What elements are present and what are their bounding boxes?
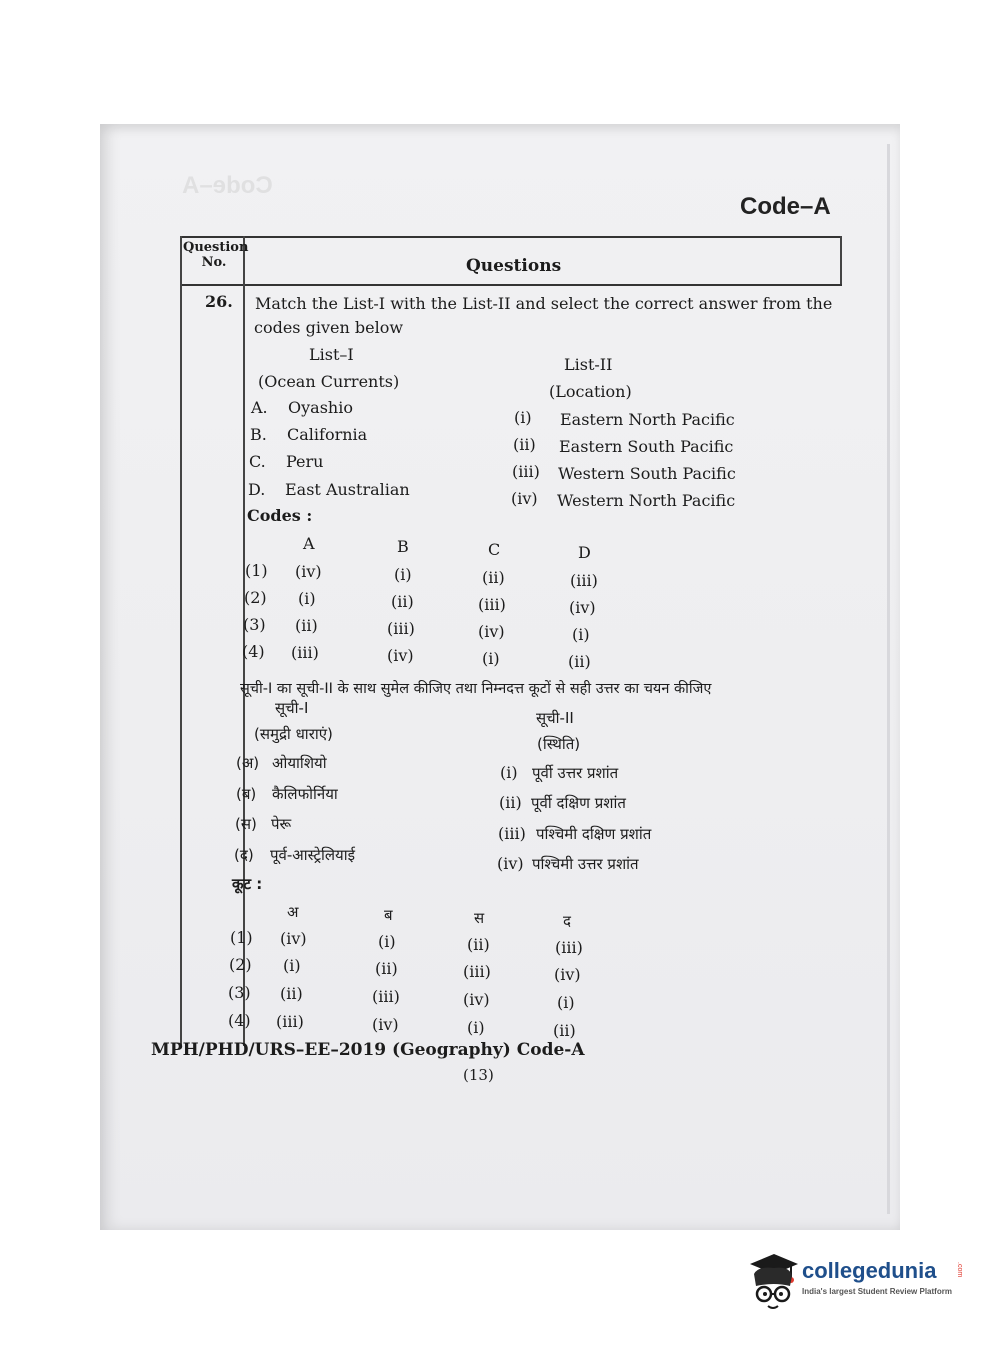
code-header: B — [397, 537, 409, 556]
list2-title: List-II — [564, 355, 613, 374]
list1-item-key: (द) — [234, 846, 254, 864]
page-number: (13) — [463, 1066, 494, 1084]
code-header: अ — [287, 903, 299, 921]
code-header: स — [474, 909, 485, 927]
code-value: (iv) — [554, 965, 581, 984]
code-value: (iii) — [387, 619, 415, 638]
page-edge — [887, 144, 890, 1214]
list2-item: Eastern South Pacific — [559, 437, 734, 456]
list1-item-key: (ब) — [236, 785, 257, 803]
code-header: द — [563, 912, 571, 930]
code-value: (ii) — [568, 652, 591, 671]
paper-footer: MPH/PHD/URS–EE–2019 (Geography) Code-A — [151, 1040, 585, 1060]
table-rule — [180, 236, 842, 238]
list1-item-key: A. — [251, 398, 268, 417]
code-value: (iii) — [463, 962, 491, 981]
code-value: (iv) — [478, 622, 505, 641]
list2-item-key: (ii) — [499, 793, 522, 812]
codes-label: Codes : — [247, 506, 313, 525]
qno-label: No. — [201, 255, 227, 270]
code-value: (i) — [467, 1018, 485, 1037]
code-header: A — [303, 534, 315, 553]
code-value: (ii) — [553, 1021, 576, 1040]
code-option: (2) — [244, 588, 267, 607]
logo-wordmark: collegedunia — [802, 1258, 937, 1283]
code-option: (4) — [228, 1011, 251, 1030]
code-header: ब — [384, 906, 393, 924]
list1-item: Peru — [286, 452, 324, 471]
code-value: (i) — [378, 932, 396, 951]
list1-title: List–I — [309, 345, 354, 364]
list1-item: पेरू — [271, 815, 292, 833]
logo-dotcom: .com — [956, 1262, 963, 1278]
student-mascot-icon — [744, 1252, 800, 1316]
list1-title: सूची-I — [275, 699, 309, 717]
list1-item: कैलिफोर्निया — [272, 785, 338, 803]
code-option: (3) — [243, 615, 266, 634]
questions-header: Questions — [466, 256, 562, 276]
code-value: (i) — [283, 956, 301, 975]
list2-item-key: (i) — [500, 763, 518, 782]
list2-item-key: (iii) — [512, 462, 540, 481]
code-value: (iv) — [387, 646, 414, 665]
paper-code: Code–A — [740, 193, 831, 220]
code-value: (iii) — [372, 987, 400, 1006]
list1-item-key: (स) — [235, 815, 257, 833]
question-text-hindi: सूची-I का सूची-II के साथ सुमेल कीजिए तथा निम्नदत्त कूटों से सही उत्तर का चयन कीजिए — [240, 681, 712, 697]
list2-title: सूची-II — [536, 709, 574, 727]
list2-item-key: (ii) — [513, 435, 536, 454]
code-value: (ii) — [295, 616, 318, 635]
codes-label-hindi: कूट : — [232, 875, 263, 893]
question-number: 26. — [205, 292, 233, 311]
list2-item-key: (iv) — [511, 489, 538, 508]
code-value: (i) — [298, 589, 316, 608]
list2-item: Western South Pacific — [558, 464, 736, 483]
logo-tagline: India's largest Student Review Platform — [802, 1287, 952, 1296]
code-value: (iv) — [280, 929, 307, 948]
list1-item: California — [287, 425, 368, 444]
list1-item: East Australian — [285, 480, 410, 499]
bleed-through-text: Code–A — [182, 172, 273, 199]
list2-item-key: (iii) — [498, 824, 526, 843]
code-value: (i) — [394, 565, 412, 584]
table-rule — [840, 236, 842, 284]
list2-item: पूर्वी दक्षिण प्रशांत — [531, 794, 626, 812]
list1-item-key: B. — [250, 425, 267, 444]
table-rule — [180, 236, 182, 1046]
list2-item-key: (i) — [514, 408, 532, 427]
list1-item: Oyashio — [288, 398, 353, 417]
code-value: (iii) — [291, 643, 319, 662]
question-no-header — [183, 240, 249, 270]
code-value: (iii) — [276, 1012, 304, 1031]
code-value: (ii) — [482, 568, 505, 587]
code-option: (2) — [229, 955, 252, 974]
code-option: (1) — [245, 561, 268, 580]
list1-item-key: C. — [249, 452, 266, 471]
qno-label: Question — [183, 240, 249, 255]
list1-item-key: (अ) — [236, 754, 260, 772]
list1-item: ओयाशियो — [272, 754, 327, 772]
list1-item: पूर्व-आस्ट्रेलियाई — [270, 846, 356, 864]
list2-item: Eastern North Pacific — [560, 410, 735, 429]
list2-subtitle: (Location) — [549, 382, 632, 401]
code-value: (ii) — [467, 935, 490, 954]
list2-item: पश्चिमी उत्तर प्रशांत — [532, 855, 639, 873]
code-value: (iii) — [570, 571, 598, 590]
code-value: (iv) — [295, 562, 322, 581]
list1-item-key: D. — [248, 480, 266, 499]
list2-item-key: (iv) — [497, 854, 524, 873]
code-header: C — [488, 540, 501, 559]
table-rule — [180, 284, 842, 286]
collegedunia-logo[interactable] — [744, 1252, 974, 1322]
code-value: (ii) — [391, 592, 414, 611]
code-value: (iii) — [555, 938, 583, 957]
code-header: D — [578, 543, 591, 562]
code-value: (iv) — [463, 990, 490, 1009]
code-option: (1) — [230, 928, 253, 947]
code-value: (iv) — [372, 1015, 399, 1034]
code-value: (iv) — [569, 598, 596, 617]
list1-subtitle: (Ocean Currents) — [258, 372, 400, 391]
list2-item: पूर्वी उत्तर प्रशांत — [532, 764, 619, 782]
code-value: (i) — [557, 993, 575, 1012]
list2-subtitle: (स्थिति) — [537, 735, 581, 753]
list2-item: पश्चिमी दक्षिण प्रशांत — [536, 825, 652, 843]
code-value: (ii) — [375, 959, 398, 978]
code-option: (3) — [228, 983, 251, 1002]
question-text: Match the List-I with the List-II and select the correct answer from the — [255, 294, 833, 313]
code-option: (4) — [242, 642, 265, 661]
list2-item: Western North Pacific — [557, 491, 736, 510]
code-value: (i) — [572, 625, 590, 644]
code-value: (ii) — [280, 984, 303, 1003]
code-value: (iii) — [478, 595, 506, 614]
question-text: codes given below — [254, 318, 404, 337]
list1-subtitle: (समुद्री धाराएं) — [254, 725, 333, 743]
table-rule — [243, 236, 245, 1046]
question-table — [180, 236, 842, 1046]
code-value: (i) — [482, 649, 500, 668]
